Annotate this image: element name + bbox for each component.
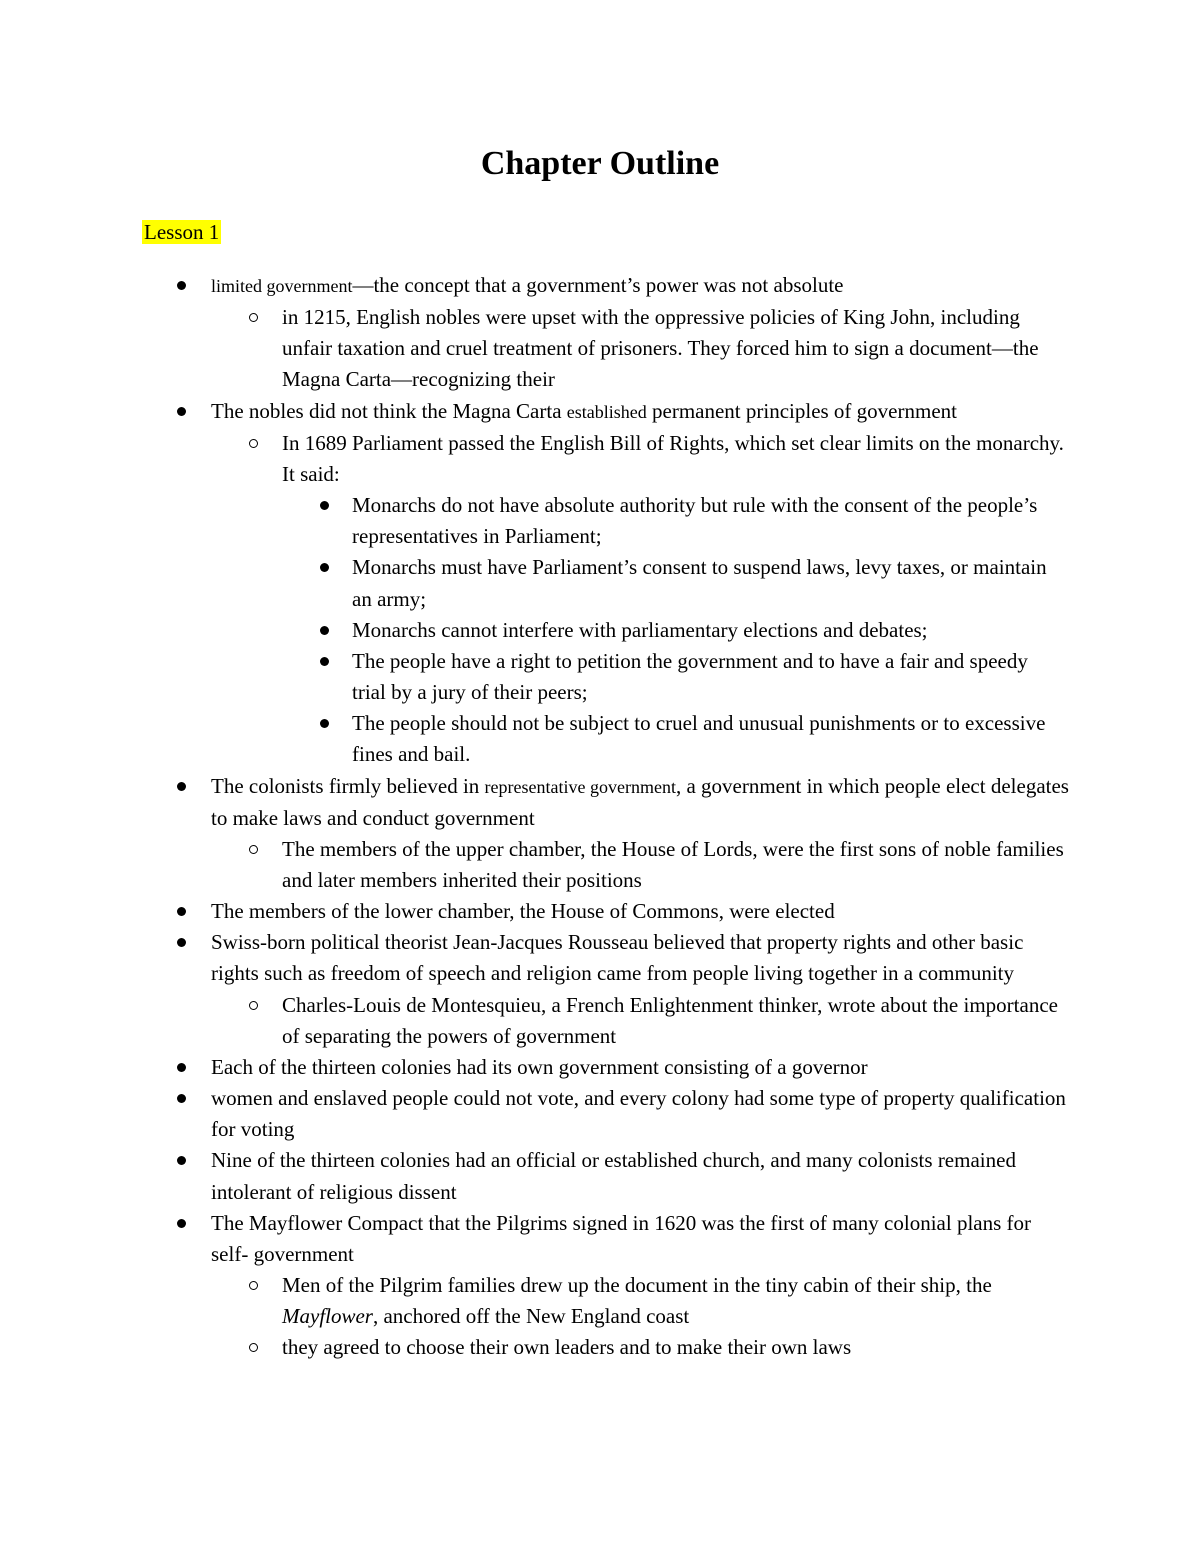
list-item bbox=[0, 1083, 1071, 1145]
item-text: Charles-Louis de Montesquieu, a French Enlightenment thinker, wrote about the importance of separating the powers of government bbox=[282, 992, 1058, 1048]
bullet-icon bbox=[320, 646, 329, 677]
item-text: Monarchs do not have absolute authority but rule with the consent of the people’s representatives in Parliament; bbox=[352, 493, 1038, 549]
list-item bbox=[0, 1270, 1072, 1332]
ship-name: Mayflower bbox=[282, 1304, 373, 1329]
outline-list bbox=[0, 270, 1200, 1363]
page-title: Chapter Outline bbox=[480, 145, 720, 182]
list-item bbox=[0, 428, 1072, 490]
list-item bbox=[0, 302, 1072, 395]
list-item bbox=[0, 646, 1052, 708]
item-text: , a government in which people elect delegates to make laws and conduct government bbox=[211, 773, 1069, 830]
circle-bullet-icon bbox=[249, 428, 258, 459]
bullet-icon bbox=[177, 927, 186, 958]
list-item bbox=[0, 834, 1072, 896]
item-text: The members of the lower chamber, the House of Commons, were elected bbox=[211, 899, 835, 924]
item-text: Nine of the thirteen colonies had an official or established church, and many colonists remained intolerant of religious dissent bbox=[211, 1148, 1016, 1204]
item-text: The colonists firmly believed in bbox=[211, 773, 485, 798]
item-text: permanent principles of government bbox=[646, 398, 957, 423]
list-item bbox=[0, 1208, 1071, 1270]
bullet-icon bbox=[177, 1052, 186, 1083]
key-term: established bbox=[566, 401, 647, 422]
bullet-icon bbox=[177, 270, 186, 301]
bullet-icon bbox=[177, 1208, 186, 1239]
item-text: —the concept that a government’s power was not absolute bbox=[352, 273, 844, 297]
item-text: The members of the upper chamber, the House of Lords, were the first sons of noble families and later members inherited their positions bbox=[282, 836, 1064, 892]
list-item bbox=[0, 771, 1071, 834]
list-item bbox=[0, 552, 1052, 614]
list-item bbox=[0, 708, 1052, 770]
item-text: Men of the Pilgrim families drew up the document in the tiny cabin of their ship, the bbox=[282, 1273, 992, 1297]
circle-bullet-icon bbox=[249, 990, 258, 1021]
item-text: , anchored off the New England coast bbox=[372, 1304, 690, 1329]
item-text: Swiss-born political theorist Jean-Jacques Rousseau believed that property rights and other basic rights such as freedom of speech and religion came from people living together in a community bbox=[211, 930, 1024, 986]
bullet-icon bbox=[320, 552, 329, 583]
list-item bbox=[0, 1332, 1072, 1363]
list-item bbox=[0, 1145, 1071, 1207]
circle-bullet-icon bbox=[249, 1270, 258, 1301]
bullet-icon bbox=[177, 1145, 186, 1176]
item-text: The Mayflower Compact that the Pilgrims signed in 1620 was the first of many colonial plans for self- government bbox=[211, 1210, 1032, 1266]
item-text: In 1689 Parliament passed the English Bill of Rights, which set clear limits on the monarchy. It said: bbox=[282, 430, 1064, 486]
list-item bbox=[0, 990, 1072, 1052]
list-item bbox=[0, 490, 1052, 552]
item-text: The people have a right to petition the government and to have a fair and speedy trial by a jury of their peers; bbox=[352, 648, 1028, 705]
item-text: The nobles did not think the Magna Carta bbox=[211, 398, 567, 423]
list-item bbox=[0, 615, 1052, 646]
item-text: in 1215, English nobles were upset with the oppressive policies of King John, including unfair taxation and cruel treatment of prisoners. They forced him to sign a document—the Magna Carta—recognizing their bbox=[282, 305, 1039, 392]
item-text: Monarchs cannot interfere with parliamentary elections and debates; bbox=[352, 617, 928, 642]
key-term: limited government bbox=[211, 276, 353, 296]
item-text: Each of the thirteen colonies had its own government consisting of a governor bbox=[211, 1054, 868, 1079]
lesson-heading bbox=[142, 218, 221, 246]
bullet-icon bbox=[177, 1083, 186, 1114]
circle-bullet-icon bbox=[249, 1332, 258, 1363]
item-text: Monarchs must have Parliament’s consent to suspend laws, levy taxes, or maintain an army; bbox=[352, 555, 1047, 611]
circle-bullet-icon bbox=[249, 834, 258, 865]
list-item bbox=[0, 270, 1071, 302]
item-text: women and enslaved people could not vote, and every colony had some type of property qualification for voting bbox=[211, 1086, 1066, 1142]
list-item bbox=[0, 1052, 1071, 1083]
bullet-icon bbox=[177, 896, 186, 927]
circle-bullet-icon bbox=[249, 302, 258, 333]
list-item bbox=[0, 896, 1071, 927]
list-item bbox=[0, 927, 1071, 989]
bullet-icon bbox=[177, 396, 186, 427]
bullet-icon bbox=[320, 708, 329, 739]
item-text: The people should not be subject to cruel and unusual punishments or to excessive fines and bail. bbox=[352, 711, 1046, 767]
item-text: they agreed to choose their own leaders and to make their own laws bbox=[282, 1335, 852, 1360]
lesson-label-highlight: Lesson 1 bbox=[144, 220, 220, 244]
bullet-icon bbox=[320, 615, 329, 646]
bullet-icon bbox=[320, 490, 329, 521]
key-term: representative government bbox=[484, 776, 676, 797]
bullet-icon bbox=[177, 771, 186, 802]
list-item bbox=[0, 396, 1071, 428]
